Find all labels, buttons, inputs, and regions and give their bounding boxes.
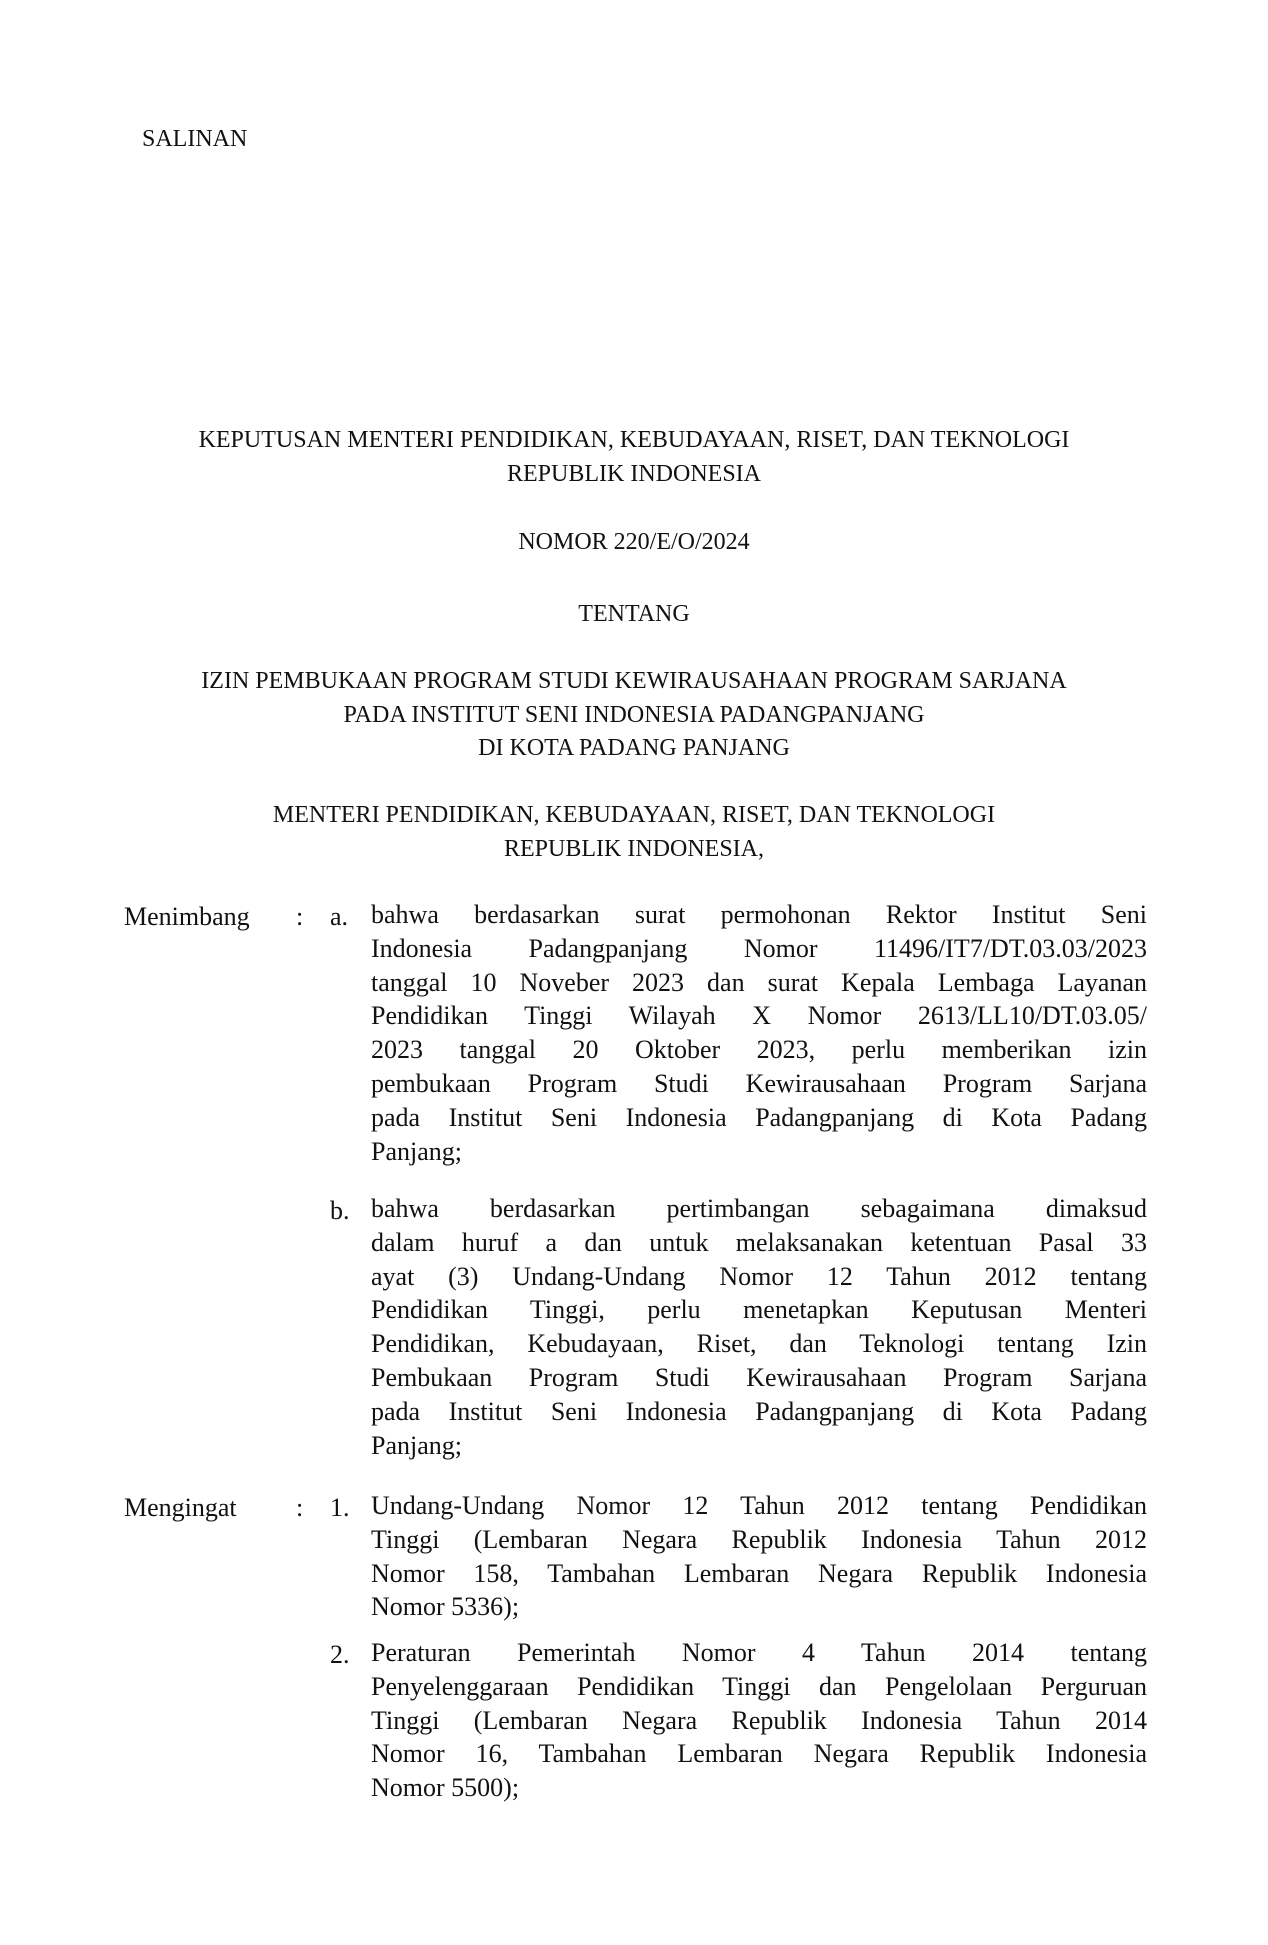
decree-number: NOMOR 220/E/O/2024 xyxy=(518,529,750,555)
paragraph-line: Pendidikan, Kebudayaan, Riset, dan Teknologi tentang Izin xyxy=(371,1329,1147,1359)
paragraph-line: Peraturan Pemerintah Nomor 4 Tahun 2014 tentang xyxy=(371,1638,1147,1667)
decree-title xyxy=(0,424,1268,491)
decree-subject-line: DI KOTA PADANG PANJANG xyxy=(478,735,790,761)
paragraph-line: Undang-Undang Nomor 12 Tahun 2012 tentang Pendidikan xyxy=(371,1491,1147,1520)
salinan-stamp: SALINAN xyxy=(142,126,248,152)
paragraph-line: Pendidikan Tinggi, perlu menetapkan Keputusan Menteri xyxy=(371,1295,1147,1325)
section-label: Mengingat xyxy=(124,1493,237,1522)
section-label: Menimbang xyxy=(124,902,250,931)
paragraph-line: Panjang; xyxy=(371,1136,462,1166)
paragraph-line: pada Institut Seni Indonesia Padangpanjang di Kota Padang xyxy=(371,1396,1147,1426)
paragraph-line: dalam huruf a dan untuk melaksanakan ketentuan Pasal 33 xyxy=(371,1227,1147,1257)
paragraph-line: Pembukaan Program Studi Kewirausahaan Program Sarjana xyxy=(371,1362,1147,1392)
section-colon: : xyxy=(296,1493,304,1522)
decree-title-line: KEPUTUSAN MENTERI PENDIDIKAN, KEBUDAYAAN, RISET, DAN TEKNOLOGI xyxy=(198,427,1070,453)
paragraph-line: Nomor 5336); xyxy=(371,1592,520,1622)
section-colon: : xyxy=(296,902,304,931)
paragraph-line: Nomor 5500); xyxy=(371,1773,520,1803)
paragraph-line: Nomor 16, Tambahan Lembaran Negara Republik Indonesia xyxy=(371,1739,1147,1769)
decree-authority xyxy=(0,799,1268,866)
paragraph-line: Tinggi (Lembaran Negara Republik Indonesia Tahun 2014 xyxy=(371,1705,1147,1735)
paragraph-line: 2023 tanggal 20 Oktober 2023, perlu memberikan izin xyxy=(371,1035,1147,1065)
item-paragraph xyxy=(371,898,1147,1168)
paragraph-line: tanggal 10 Noveber 2023 dan surat Kepala Lembaga Layanan xyxy=(371,967,1147,997)
item-marker: b. xyxy=(330,1196,350,1225)
paragraph-line: ayat (3) Undang-Undang Nomor 12 Tahun 2012 tentang xyxy=(371,1261,1147,1291)
item-paragraph xyxy=(371,1489,1147,1624)
paragraph-line: Nomor 158, Tambahan Lembaran Negara Republik Indonesia xyxy=(371,1558,1147,1588)
decree-authority-line: REPUBLIK INDONESIA, xyxy=(504,835,764,862)
paragraph-line: pada Institut Seni Indonesia Padangpanjang di Kota Padang xyxy=(371,1102,1147,1132)
paragraph-line: Penyelenggaraan Pendidikan Tinggi dan Pengelolaan Perguruan xyxy=(371,1671,1147,1701)
paragraph-line: Tinggi (Lembaran Negara Republik Indonesia Tahun 2012 xyxy=(371,1524,1147,1554)
item-paragraph xyxy=(371,1636,1147,1805)
paragraph-line: bahwa berdasarkan pertimbangan sebagaimana dimaksud xyxy=(371,1194,1147,1223)
decree-authority-line: MENTERI PENDIDIKAN, KEBUDAYAAN, RISET, DAN TEKNOLOGI xyxy=(272,802,996,828)
paragraph-line: Indonesia Padangpanjang Nomor 11496/IT7/DT.03.03/2023 xyxy=(371,933,1147,963)
paragraph-line: Panjang; xyxy=(371,1430,462,1460)
paragraph-line: bahwa berdasarkan surat permohonan Rektor Institut Seni xyxy=(371,900,1147,929)
paragraph-line: Pendidikan Tinggi Wilayah X Nomor 2613/LL10/DT.03.05/ xyxy=(371,1001,1147,1031)
decree-subject-line: IZIN PEMBUKAAN PROGRAM STUDI KEWIRAUSAHAAN PROGRAM SARJANA xyxy=(201,668,1067,694)
decree-title-line: REPUBLIK INDONESIA xyxy=(507,460,761,487)
decree-about: TENTANG xyxy=(578,601,690,627)
item-marker: a. xyxy=(330,902,349,931)
decree-subject xyxy=(0,665,1268,766)
item-marker: 1. xyxy=(330,1493,350,1522)
item-paragraph xyxy=(371,1192,1147,1462)
paragraph-line: pembukaan Program Studi Kewirausahaan Program Sarjana xyxy=(371,1068,1147,1098)
item-marker: 2. xyxy=(330,1640,350,1669)
decree-subject-line: PADA INSTITUT SENI INDONESIA PADANGPANJANG xyxy=(343,701,925,728)
